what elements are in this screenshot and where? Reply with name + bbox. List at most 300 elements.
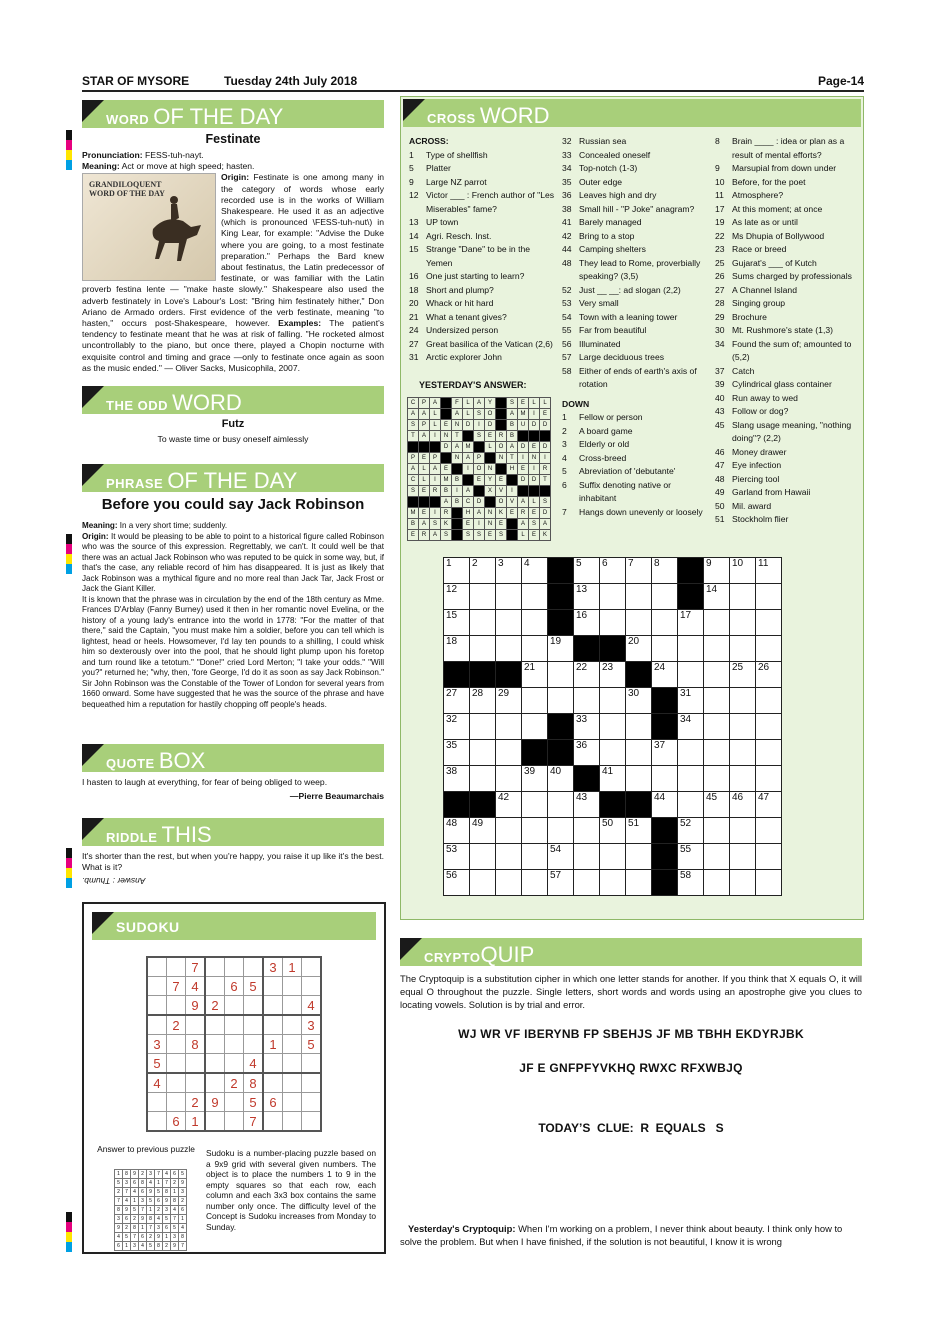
clue-text: Sums charged by professionals bbox=[732, 271, 852, 281]
sudoku-cell[interactable] bbox=[205, 977, 225, 996]
answer-cell bbox=[419, 442, 430, 453]
crossword-cell[interactable] bbox=[574, 688, 600, 714]
across-label: ACROSS: bbox=[409, 136, 449, 146]
crossword-cell[interactable] bbox=[756, 584, 782, 610]
crossword-cell[interactable] bbox=[678, 740, 704, 766]
crossword-cell[interactable] bbox=[704, 870, 730, 896]
quote-text: I hasten to laugh at everything, for fear of being obliged to weep. bbox=[82, 777, 328, 787]
answer-cell: S bbox=[540, 497, 551, 508]
sudoku-cell: 1 bbox=[263, 1035, 283, 1054]
crossword-cell[interactable] bbox=[444, 584, 470, 610]
sudoku-cell[interactable] bbox=[147, 977, 167, 996]
sudoku-cell[interactable] bbox=[244, 957, 264, 977]
crossword-cell[interactable] bbox=[470, 818, 496, 844]
crossword-cell[interactable] bbox=[600, 818, 626, 844]
crossword-cell[interactable] bbox=[678, 818, 704, 844]
crossword-cell[interactable] bbox=[704, 792, 730, 818]
crossword-cell[interactable] bbox=[704, 714, 730, 740]
crossword-cell[interactable] bbox=[626, 610, 652, 636]
previous-sudoku-cell: 1 bbox=[123, 1242, 131, 1251]
sudoku-cell[interactable] bbox=[283, 996, 302, 1016]
sudoku-cell[interactable] bbox=[167, 957, 186, 977]
crossword-cell[interactable] bbox=[574, 662, 600, 688]
crossword-cell[interactable] bbox=[704, 818, 730, 844]
sudoku-cell[interactable] bbox=[283, 1093, 302, 1112]
phrase-paragraph: It is known that the phrase was in circulation by the end of the 18th century as Mme. Frances D'Arblay (Fanny Burney) used it then in her romantic novel Evelina, or the history of a young lady's entrance into the world in 1778: "For the matter of that there," said the Captain, "you must make him a soldier, before you can tell which is lightest, head or heels. Howsomever, I'd lay ten pounds to a shilling, I could whisk him so dexterously over into the pool, that he should light plump upon his foretop and turn round like a tetotum." "Done!" cried Lord Merton; "I take your odds." "Will you?" returned he; "why, then, 'fore George, I'd do it as soon as say Jack Robinson." Sir John Robinson was the Constable of the Tower of London for several years from 1660 onward. Some have suggested that he was the source of the phrase and have bequeathed him a reputation for hastily chopping off people's heads. bbox=[82, 594, 384, 709]
crossword-cell[interactable] bbox=[626, 714, 652, 740]
clue-text: Abreviation of 'debutante' bbox=[579, 466, 676, 476]
sudoku-cell[interactable] bbox=[205, 1073, 225, 1093]
sudoku-cell[interactable] bbox=[186, 1073, 206, 1093]
crossword-cell[interactable] bbox=[470, 844, 496, 870]
crossword-cell[interactable] bbox=[600, 558, 626, 584]
crossword-cell[interactable] bbox=[496, 766, 522, 792]
crossword-cell[interactable] bbox=[600, 714, 626, 740]
sudoku-cell[interactable] bbox=[263, 1015, 283, 1035]
answer-cell bbox=[430, 442, 441, 453]
crossword-cell[interactable] bbox=[574, 792, 600, 818]
crossword-cell[interactable] bbox=[678, 662, 704, 688]
answer-cell: A bbox=[463, 486, 474, 497]
crossword-cell[interactable] bbox=[704, 766, 730, 792]
crossword-cell[interactable] bbox=[496, 688, 522, 714]
clue-number: 3 bbox=[562, 439, 567, 449]
crossword-cell[interactable] bbox=[626, 688, 652, 714]
answer-cell: M bbox=[463, 442, 474, 453]
sudoku-cell[interactable] bbox=[205, 957, 225, 977]
sudoku-cell[interactable] bbox=[205, 1035, 225, 1054]
crossword-cell[interactable] bbox=[470, 766, 496, 792]
previous-sudoku-cell: 2 bbox=[179, 1197, 187, 1206]
crossword-cell[interactable] bbox=[522, 558, 548, 584]
crossword-cell[interactable] bbox=[730, 870, 756, 896]
answer-cell: D bbox=[518, 475, 529, 486]
sudoku-cell[interactable] bbox=[244, 1035, 264, 1054]
crossword-cell[interactable] bbox=[574, 818, 600, 844]
sudoku-cell[interactable] bbox=[225, 1035, 244, 1054]
crossword-cell[interactable] bbox=[470, 688, 496, 714]
crossword-cell[interactable] bbox=[704, 610, 730, 636]
crossword-cell[interactable] bbox=[730, 662, 756, 688]
answer-cell: A bbox=[507, 442, 518, 453]
answer-cell: E bbox=[518, 464, 529, 475]
sudoku-cell[interactable] bbox=[186, 1054, 206, 1074]
clue-text: Mt. Rushmore's state (1,3) bbox=[732, 325, 833, 335]
cell-number: 24 bbox=[654, 662, 666, 673]
sudoku-cell[interactable] bbox=[263, 1112, 283, 1132]
crossword-cell[interactable] bbox=[730, 714, 756, 740]
crossword-cell[interactable] bbox=[678, 714, 704, 740]
crossword-cell[interactable] bbox=[522, 662, 548, 688]
crossword-cell[interactable] bbox=[600, 766, 626, 792]
crossword-cell[interactable] bbox=[730, 688, 756, 714]
answer-cell: E bbox=[507, 508, 518, 519]
crossword-cell[interactable] bbox=[678, 766, 704, 792]
corner-triangle-icon bbox=[82, 818, 104, 840]
crossword-cell[interactable] bbox=[444, 870, 470, 896]
sudoku-cell[interactable] bbox=[225, 996, 244, 1016]
crossword-cell[interactable] bbox=[652, 636, 678, 662]
sudoku-cell[interactable] bbox=[147, 996, 167, 1016]
previous-sudoku-cell: 1 bbox=[115, 1170, 123, 1179]
crossword-cell[interactable] bbox=[522, 688, 548, 714]
sudoku-cell[interactable] bbox=[263, 1073, 283, 1093]
crossword-cell[interactable] bbox=[704, 636, 730, 662]
crossword-cell[interactable] bbox=[678, 792, 704, 818]
crossword-cell[interactable] bbox=[444, 766, 470, 792]
sudoku-cell[interactable] bbox=[225, 1112, 244, 1132]
crossword-cell[interactable] bbox=[444, 558, 470, 584]
phrase-body bbox=[82, 521, 384, 710]
sudoku-cell[interactable] bbox=[147, 957, 167, 977]
clue-item bbox=[715, 189, 859, 203]
crossword-cell[interactable] bbox=[522, 818, 548, 844]
crossword-cell[interactable] bbox=[652, 766, 678, 792]
paper-name: STAR OF MYSORE bbox=[82, 74, 190, 88]
crossword-cell[interactable] bbox=[496, 584, 522, 610]
sudoku-grid[interactable] bbox=[146, 956, 322, 1132]
crossword-cell[interactable] bbox=[652, 740, 678, 766]
crossword-cell[interactable] bbox=[704, 558, 730, 584]
crossword-cell[interactable] bbox=[496, 610, 522, 636]
cell-number: 46 bbox=[732, 792, 744, 803]
cell-number: 36 bbox=[576, 740, 588, 751]
crossword-cell[interactable] bbox=[574, 558, 600, 584]
previous-sudoku-cell: 4 bbox=[163, 1170, 171, 1179]
crossword-cell[interactable] bbox=[470, 636, 496, 662]
section-title: SUDOKU bbox=[116, 919, 180, 935]
crossword-cell[interactable] bbox=[496, 818, 522, 844]
previous-sudoku-cell: 4 bbox=[123, 1197, 131, 1206]
sudoku-cell: 5 bbox=[244, 1093, 264, 1112]
crossword-cell[interactable] bbox=[652, 584, 678, 610]
crossword-cell[interactable] bbox=[730, 610, 756, 636]
sudoku-cell[interactable] bbox=[225, 957, 244, 977]
clue-item bbox=[562, 479, 708, 506]
color-mark bbox=[66, 130, 72, 170]
crossword-cell[interactable] bbox=[496, 714, 522, 740]
sudoku-cell[interactable] bbox=[167, 1054, 186, 1074]
crossword-cell[interactable] bbox=[444, 636, 470, 662]
crossword-cell[interactable] bbox=[522, 792, 548, 818]
clue-text: Large NZ parrot bbox=[426, 176, 487, 187]
answer-cell: S bbox=[474, 431, 485, 442]
clue-number: 5 bbox=[409, 163, 414, 173]
sudoku-cell[interactable] bbox=[302, 977, 322, 996]
clue-item bbox=[562, 425, 708, 439]
crossword-cell[interactable] bbox=[626, 584, 652, 610]
answer-cell: I bbox=[452, 486, 463, 497]
sudoku-cell[interactable] bbox=[205, 1015, 225, 1035]
sudoku-cell[interactable] bbox=[263, 977, 283, 996]
crossword-cell[interactable] bbox=[548, 636, 574, 662]
crossword-cell[interactable] bbox=[600, 870, 626, 896]
answer-cell bbox=[452, 508, 463, 519]
crossword-cell[interactable] bbox=[600, 584, 626, 610]
crossword-grid[interactable] bbox=[443, 557, 782, 896]
clue-item bbox=[715, 230, 859, 244]
crossword-cell[interactable] bbox=[756, 662, 782, 688]
crossword-cell[interactable] bbox=[548, 870, 574, 896]
answer-cell: C bbox=[463, 497, 474, 508]
crossword-cell[interactable] bbox=[756, 818, 782, 844]
crossword-cell[interactable] bbox=[496, 740, 522, 766]
answer-cell bbox=[529, 486, 540, 497]
crossword-cell[interactable] bbox=[756, 740, 782, 766]
sudoku-cell[interactable] bbox=[283, 1054, 302, 1074]
crossword-cell[interactable] bbox=[730, 558, 756, 584]
crossword-cell[interactable] bbox=[600, 610, 626, 636]
sudoku-cell[interactable] bbox=[167, 1073, 186, 1093]
sudoku-cell[interactable] bbox=[283, 1035, 302, 1054]
clue-number: 10 bbox=[715, 176, 725, 187]
sudoku-cell[interactable] bbox=[205, 1054, 225, 1074]
previous-sudoku-cell: 4 bbox=[147, 1179, 155, 1188]
answer-cell: A bbox=[474, 398, 485, 409]
crossword-cell[interactable] bbox=[704, 688, 730, 714]
crossword-cell[interactable] bbox=[626, 818, 652, 844]
crossword-cell[interactable] bbox=[548, 818, 574, 844]
crossword-panel bbox=[400, 96, 864, 920]
crossword-cell[interactable] bbox=[522, 610, 548, 636]
crossword-cell[interactable] bbox=[548, 792, 574, 818]
answer-cell bbox=[463, 475, 474, 486]
crossword-cell[interactable] bbox=[652, 662, 678, 688]
crossword-cell[interactable] bbox=[548, 766, 574, 792]
answer-cell: A bbox=[474, 508, 485, 519]
clue-number: 43 bbox=[715, 406, 725, 416]
crossword-cell[interactable] bbox=[548, 844, 574, 870]
sudoku-cell[interactable] bbox=[167, 1035, 186, 1054]
sudoku-cell: 1 bbox=[186, 1112, 206, 1132]
sudoku-cell[interactable] bbox=[283, 1073, 302, 1093]
crossword-cell[interactable] bbox=[626, 844, 652, 870]
previous-sudoku-cell: 6 bbox=[123, 1215, 131, 1224]
crossword-cell[interactable] bbox=[574, 610, 600, 636]
crossword-cell[interactable] bbox=[704, 740, 730, 766]
crossword-cell[interactable] bbox=[522, 584, 548, 610]
crossword-cell[interactable] bbox=[652, 610, 678, 636]
clue-text: Ms Dhupia of Bollywood bbox=[732, 230, 825, 241]
crossword-cell[interactable] bbox=[756, 714, 782, 740]
crossword-cell[interactable] bbox=[470, 870, 496, 896]
clue-number: 31 bbox=[409, 352, 419, 362]
cell-number: 1 bbox=[446, 558, 452, 569]
crossword-cell[interactable] bbox=[678, 610, 704, 636]
crossword-cell[interactable] bbox=[574, 844, 600, 870]
sudoku-cell[interactable] bbox=[302, 1112, 322, 1132]
previous-sudoku-cell: 1 bbox=[131, 1197, 139, 1206]
crossword-cell[interactable] bbox=[730, 766, 756, 792]
sudoku-cell[interactable] bbox=[147, 1112, 167, 1132]
answer-cell: E bbox=[463, 519, 474, 530]
answer-cell: F bbox=[452, 398, 463, 409]
sudoku-cell[interactable] bbox=[186, 1015, 206, 1035]
sudoku-cell[interactable] bbox=[147, 1093, 167, 1112]
crossword-cell[interactable] bbox=[730, 740, 756, 766]
cell-number: 3 bbox=[498, 558, 504, 569]
answer-cell: L bbox=[463, 409, 474, 420]
answer-cell: D bbox=[529, 420, 540, 431]
origin-label: Origin: bbox=[82, 531, 109, 541]
crossword-cell[interactable] bbox=[574, 584, 600, 610]
clue-item bbox=[409, 324, 557, 338]
crossword-cell[interactable] bbox=[574, 740, 600, 766]
sudoku-cell: 7 bbox=[186, 957, 206, 977]
crossword-cell[interactable] bbox=[756, 636, 782, 662]
answer-cell: I bbox=[507, 486, 518, 497]
sudoku-cell[interactable] bbox=[283, 1015, 302, 1035]
sudoku-cell[interactable] bbox=[205, 1112, 225, 1132]
crossword-cell[interactable] bbox=[470, 740, 496, 766]
crossword-cell[interactable] bbox=[496, 636, 522, 662]
crossword-cell[interactable] bbox=[704, 844, 730, 870]
crossword-cell[interactable] bbox=[444, 610, 470, 636]
sudoku-cell[interactable] bbox=[302, 957, 322, 977]
crossword-cell[interactable] bbox=[626, 870, 652, 896]
clue-item bbox=[715, 176, 859, 190]
crossword-cell[interactable] bbox=[678, 636, 704, 662]
sudoku-cell[interactable] bbox=[263, 996, 283, 1016]
crossword-cell[interactable] bbox=[678, 870, 704, 896]
crossword-cell[interactable] bbox=[730, 584, 756, 610]
crossword-cell[interactable] bbox=[444, 818, 470, 844]
sudoku-cell: 4 bbox=[186, 977, 206, 996]
answer-cell: C bbox=[408, 398, 419, 409]
answer-cell: P bbox=[430, 453, 441, 464]
sudoku-cell[interactable] bbox=[302, 1073, 322, 1093]
sudoku-cell[interactable] bbox=[283, 977, 302, 996]
crossword-cell[interactable] bbox=[444, 714, 470, 740]
cell-number: 29 bbox=[498, 688, 510, 699]
sudoku-cell[interactable] bbox=[302, 1054, 322, 1074]
crossword-cell[interactable] bbox=[756, 558, 782, 584]
crossword-cell[interactable] bbox=[600, 740, 626, 766]
crossword-cell[interactable] bbox=[626, 558, 652, 584]
answer-cell: R bbox=[430, 486, 441, 497]
crossword-cell[interactable] bbox=[730, 818, 756, 844]
sudoku-cell[interactable] bbox=[147, 1015, 167, 1035]
sudoku-cell[interactable] bbox=[225, 1015, 244, 1035]
sudoku-cell[interactable] bbox=[225, 1093, 244, 1112]
sudoku-cell[interactable] bbox=[225, 1054, 244, 1074]
crossword-cell[interactable] bbox=[704, 584, 730, 610]
clue-number: 34 bbox=[715, 338, 725, 349]
crossword-cell[interactable] bbox=[496, 844, 522, 870]
sudoku-cell[interactable] bbox=[263, 1054, 283, 1074]
crossword-cell[interactable] bbox=[756, 792, 782, 818]
crossword-cell[interactable] bbox=[548, 662, 574, 688]
previous-sudoku-cell: 3 bbox=[163, 1206, 171, 1215]
crossword-cell[interactable] bbox=[704, 662, 730, 688]
previous-sudoku-cell: 6 bbox=[179, 1206, 187, 1215]
crossword-cell[interactable] bbox=[730, 636, 756, 662]
sudoku-cell[interactable] bbox=[244, 1015, 264, 1035]
crossword-cell[interactable] bbox=[678, 844, 704, 870]
crossword-cell[interactable] bbox=[652, 792, 678, 818]
examples-text: The patient's tendency to festinate meant that he was at risk of falling. "He rocketed almost uncontrollably to the piano, but once there, played a Chopin nocturne with exquisite control and timing and grace —only to festinate once again as soon as the music ended." — Oliver Sacks, Musicophila, 2007. bbox=[82, 318, 385, 373]
clue-number: 5 bbox=[562, 466, 567, 476]
answer-cell: E bbox=[441, 464, 452, 475]
answer-cell: E bbox=[485, 431, 496, 442]
sudoku-cell: 6 bbox=[263, 1093, 283, 1112]
crossword-cell[interactable] bbox=[470, 714, 496, 740]
crossword-cell[interactable] bbox=[444, 688, 470, 714]
previous-sudoku-cell: 9 bbox=[123, 1206, 131, 1215]
crossword-cell[interactable] bbox=[756, 766, 782, 792]
clue-number: 51 bbox=[715, 514, 725, 524]
pron-text: FESS-tuh-nayt. bbox=[145, 150, 204, 160]
previous-sudoku-cell: 8 bbox=[131, 1224, 139, 1233]
previous-sudoku-cell: 4 bbox=[171, 1206, 179, 1215]
crossword-cell[interactable] bbox=[600, 844, 626, 870]
crossword-cell[interactable] bbox=[652, 558, 678, 584]
answer-cell: N bbox=[441, 431, 452, 442]
previous-sudoku-grid bbox=[114, 1169, 187, 1251]
sudoku-cell: 1 bbox=[283, 957, 302, 977]
cell-number: 17 bbox=[680, 610, 692, 621]
crossword-cell[interactable] bbox=[678, 688, 704, 714]
crossword-cell[interactable] bbox=[626, 636, 652, 662]
crossword-cell[interactable] bbox=[756, 870, 782, 896]
crossword-cell[interactable] bbox=[496, 792, 522, 818]
crossword-cell[interactable] bbox=[522, 870, 548, 896]
answer-cell: V bbox=[507, 497, 518, 508]
crossword-cell[interactable] bbox=[522, 636, 548, 662]
crossword-cell[interactable] bbox=[548, 688, 574, 714]
crossword-cell[interactable] bbox=[470, 610, 496, 636]
previous-sudoku-cell: 9 bbox=[147, 1188, 155, 1197]
clue-item bbox=[409, 270, 557, 284]
sudoku-cell[interactable] bbox=[167, 996, 186, 1016]
crossword-cell[interactable] bbox=[496, 558, 522, 584]
clue-item bbox=[562, 257, 708, 284]
crossword-cell[interactable] bbox=[470, 584, 496, 610]
crossword-cell[interactable] bbox=[600, 662, 626, 688]
crossword-cell bbox=[548, 558, 574, 584]
sudoku-cell[interactable] bbox=[283, 1112, 302, 1132]
cell-number: 42 bbox=[498, 792, 510, 803]
previous-sudoku-cell: 8 bbox=[171, 1197, 179, 1206]
sudoku-cell[interactable] bbox=[167, 1093, 186, 1112]
previous-sudoku-cell: 3 bbox=[123, 1179, 131, 1188]
crossword-cell[interactable] bbox=[730, 844, 756, 870]
crossword-cell[interactable] bbox=[730, 792, 756, 818]
crossword-cell[interactable] bbox=[756, 688, 782, 714]
crossword-cell bbox=[522, 740, 548, 766]
sudoku-cell[interactable] bbox=[244, 996, 264, 1016]
crossword-cell[interactable] bbox=[756, 844, 782, 870]
crossword-cell[interactable] bbox=[574, 714, 600, 740]
crossword-cell[interactable] bbox=[756, 610, 782, 636]
crossword-cell[interactable] bbox=[574, 870, 600, 896]
crossword-cell[interactable] bbox=[496, 870, 522, 896]
crossword-cell[interactable] bbox=[522, 766, 548, 792]
sudoku-cell[interactable] bbox=[302, 1093, 322, 1112]
crossword-cell[interactable] bbox=[470, 558, 496, 584]
answer-cell: A bbox=[408, 464, 419, 475]
clue-item bbox=[562, 452, 708, 466]
crossword-cell[interactable] bbox=[522, 844, 548, 870]
crossword-cell[interactable] bbox=[600, 688, 626, 714]
crossword-cell[interactable] bbox=[444, 740, 470, 766]
crossword-cell[interactable] bbox=[626, 766, 652, 792]
crossword-cell[interactable] bbox=[444, 844, 470, 870]
crossword-cell[interactable] bbox=[522, 714, 548, 740]
crossword-cell[interactable] bbox=[626, 740, 652, 766]
clue-item bbox=[562, 216, 708, 230]
answer-cell: S bbox=[496, 530, 507, 541]
